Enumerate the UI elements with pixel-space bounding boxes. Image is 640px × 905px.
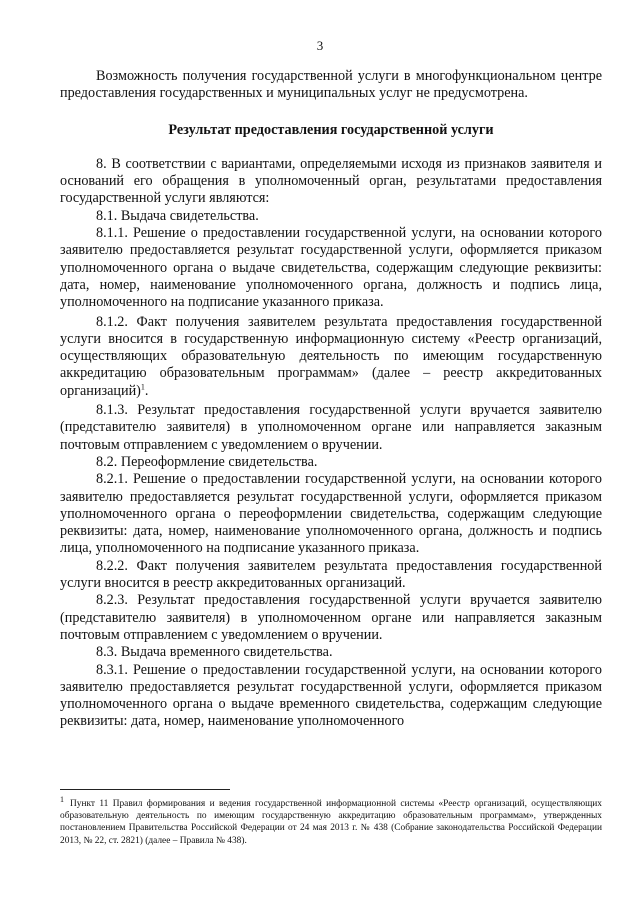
paragraph-8-2: 8.2. Переоформление свидетельства. [96, 453, 318, 470]
paragraph-8-1: 8.1. Выдача свидетельства. [96, 207, 259, 224]
footnote-reference: 1 [140, 382, 145, 392]
footnote-mark: 1 [60, 794, 64, 804]
paragraph-8-1-2-period: . [144, 382, 149, 399]
paragraph-8-2-1: 8.2.1. Решение о предоставлении государственной услуги, на основании которого заявителю предоставляется результат государственной услуги, оформляется приказом уполномоченного органа о переоформлении свидетельства, содержащим следующие реквизиты: дата, номер, наименование уполномоченного органа, должность и подпись лица, уполномоченного на подписание указанного приказа. [60, 471, 602, 557]
paragraph-8-1-2 [60, 314, 602, 400]
paragraph-8-1-2-text: 8.1.2. Факт получения заявителем результата предоставления государственной услуги вносится в государственную информационную систему «Реестр организаций, осуществляющих образовательную деятельность по имеющим государственную аккредитацию образовательным программам» (далее – реестр аккредитованных организаций) [60, 313, 602, 399]
page-number: 3 [316, 38, 324, 53]
document-body [60, 68, 602, 731]
paragraph-8-3: 8.3. Выдача временного свидетельства. [96, 644, 333, 661]
footnote-separator [60, 789, 230, 790]
footnote-text: Пункт 11 Правил формирования и ведения государственной информационной системы «Реестр организаций, осуществляющих образовательную деятельность по имеющим государственную аккредитацию образовательным программам», утвержденных постановлением Правительства Российской Федерации от 24 мая 2013 г. № 438 (Собрание законодательства Российской Федерации 2013, № 22, ст. 2821) (далее – Правила № 438). [60, 799, 602, 846]
paragraph-8-2-2: 8.2.2. Факт получения заявителем результата предоставления государственной услуги вносится в реестр аккредитованных организаций. [60, 557, 602, 592]
paragraph-8-1-3: 8.1.3. Результат предоставления государственной услуги вручается заявителю (представителю заявителя) в уполномоченном органе или направляется заказным почтовым отправлением с уведомлением о вручении. [60, 402, 602, 453]
intro-paragraph: Возможность получения государственной услуги в многофункциональном центре предоставления государственных и муниципальных услуг не предусмотрена. [60, 68, 602, 102]
footnote [60, 794, 602, 847]
paragraph-8-1-1: 8.1.1. Решение о предоставлении государственной услуги, на основании которого заявителю предоставляется результат государственной услуги, оформляется приказом уполномоченного органа о выдаче свидетельства, содержащим следующие реквизиты: дата, номер, наименование уполномоченного органа, должность и подпись лица, уполномоченного на подписание указанного приказа. [60, 225, 602, 311]
section-heading: Результат предоставления государственной услуги [168, 121, 494, 138]
paragraph-8-3-1: 8.3.1. Решение о предоставлении государственной услуги, на основании которого заявителю предоставляется результат государственной услуги, оформляется приказом уполномоченного органа о выдаче временного свидетельства, содержащим следующие реквизиты: дата, номер, наименование уполномоченного [60, 661, 602, 730]
paragraph-8: 8. В соответствии с вариантами, определяемыми исходя из признаков заявителя и оснований его обращения в уполномоченный орган, результатами предоставления государственной услуги являются: [60, 155, 602, 207]
paragraph-8-2-3: 8.2.3. Результат предоставления государственной услуги вручается заявителю (представителю заявителя) в уполномоченном органе или направляется заказным почтовым отправлением с уведомлением о вручении. [60, 592, 602, 643]
